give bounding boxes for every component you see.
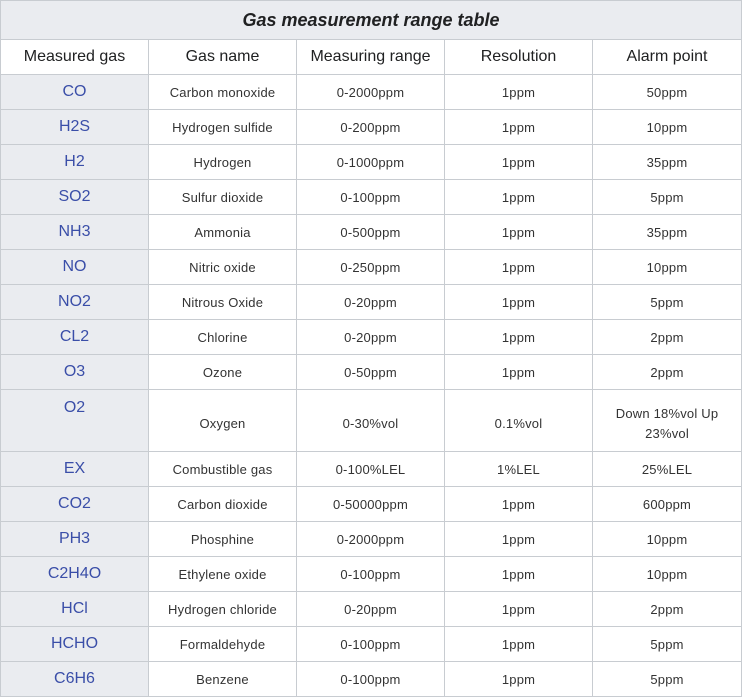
table-row xyxy=(1,75,742,110)
gas-name-cell: Chlorine xyxy=(149,320,297,355)
measuring-range-cell: 0-50ppm xyxy=(297,355,445,390)
gas-name-cell: Ammonia xyxy=(149,215,297,250)
table-row xyxy=(1,522,742,557)
gas-name-cell: Carbon dioxide xyxy=(149,487,297,522)
alarm-point-cell: 600ppm xyxy=(593,487,742,522)
table-row xyxy=(1,487,742,522)
resolution-cell: 1ppm xyxy=(445,557,593,592)
gas-name-cell: Oxygen xyxy=(149,390,297,452)
alarm-point-cell: Down 18%vol Up 23%vol xyxy=(593,390,742,452)
gas-name-cell: Carbon monoxide xyxy=(149,75,297,110)
gas-name-cell: Combustible gas xyxy=(149,452,297,487)
table-row xyxy=(1,145,742,180)
alarm-point-cell: 5ppm xyxy=(593,662,742,697)
measuring-range-cell: 0-100ppm xyxy=(297,557,445,592)
gas-name-cell: Hydrogen sulfide xyxy=(149,110,297,145)
table-row xyxy=(1,627,742,662)
resolution-cell: 1ppm xyxy=(445,180,593,215)
gas-name-cell: Ozone xyxy=(149,355,297,390)
resolution-cell: 1ppm xyxy=(445,110,593,145)
gas-code-cell: EX xyxy=(1,452,149,487)
measuring-range-cell: 0-100ppm xyxy=(297,180,445,215)
gas-code-cell: NO2 xyxy=(1,285,149,320)
gas-name-cell: Nitric oxide xyxy=(149,250,297,285)
gas-code-cell: NO xyxy=(1,250,149,285)
gas-code-cell: NH3 xyxy=(1,215,149,250)
measuring-range-cell: 0-100ppm xyxy=(297,662,445,697)
alarm-point-cell: 50ppm xyxy=(593,75,742,110)
gas-code-cell: SO2 xyxy=(1,180,149,215)
table-row xyxy=(1,662,742,697)
gas-code-cell: CO2 xyxy=(1,487,149,522)
resolution-cell: 1ppm xyxy=(445,75,593,110)
alarm-point-cell: 2ppm xyxy=(593,592,742,627)
resolution-cell: 1ppm xyxy=(445,285,593,320)
alarm-point-cell: 5ppm xyxy=(593,180,742,215)
gas-name-cell: Formaldehyde xyxy=(149,627,297,662)
alarm-point-cell: 10ppm xyxy=(593,110,742,145)
resolution-cell: 1ppm xyxy=(445,662,593,697)
alarm-point-cell: 10ppm xyxy=(593,250,742,285)
gas-name-cell: Hydrogen chloride xyxy=(149,592,297,627)
resolution-cell: 1%LEL xyxy=(445,452,593,487)
resolution-cell: 1ppm xyxy=(445,320,593,355)
table-row xyxy=(1,320,742,355)
gas-code-cell: H2S xyxy=(1,110,149,145)
measuring-range-cell: 0-200ppm xyxy=(297,110,445,145)
table-body xyxy=(1,75,742,697)
resolution-cell: 1ppm xyxy=(445,627,593,662)
resolution-cell: 1ppm xyxy=(445,487,593,522)
alarm-point-cell: 35ppm xyxy=(593,215,742,250)
alarm-point-cell: 5ppm xyxy=(593,285,742,320)
table-row xyxy=(1,250,742,285)
resolution-cell: 1ppm xyxy=(445,145,593,180)
measuring-range-cell: 0-30%vol xyxy=(297,390,445,452)
alarm-point-cell: 2ppm xyxy=(593,355,742,390)
gas-name-cell: Phosphine xyxy=(149,522,297,557)
gas-name-cell: Nitrous Oxide xyxy=(149,285,297,320)
alarm-point-cell: 5ppm xyxy=(593,627,742,662)
table-row xyxy=(1,355,742,390)
table-row xyxy=(1,180,742,215)
column-header-measured-gas: Measured gas xyxy=(1,40,149,75)
measuring-range-cell: 0-100%LEL xyxy=(297,452,445,487)
gas-name-cell: Hydrogen xyxy=(149,145,297,180)
measuring-range-cell: 0-250ppm xyxy=(297,250,445,285)
column-header-gas-name: Gas name xyxy=(149,40,297,75)
table-row xyxy=(1,285,742,320)
table-row xyxy=(1,557,742,592)
measuring-range-cell: 0-20ppm xyxy=(297,320,445,355)
resolution-cell: 1ppm xyxy=(445,592,593,627)
gas-name-cell: Benzene xyxy=(149,662,297,697)
measuring-range-cell: 0-500ppm xyxy=(297,215,445,250)
measuring-range-cell: 0-100ppm xyxy=(297,627,445,662)
measuring-range-cell: 0-2000ppm xyxy=(297,75,445,110)
measuring-range-cell: 0-50000ppm xyxy=(297,487,445,522)
alarm-point-cell: 10ppm xyxy=(593,522,742,557)
gas-name-cell: Sulfur dioxide xyxy=(149,180,297,215)
resolution-cell: 1ppm xyxy=(445,250,593,285)
table-title: Gas measurement range table xyxy=(1,1,742,40)
resolution-cell: 1ppm xyxy=(445,522,593,557)
alarm-point-cell: 10ppm xyxy=(593,557,742,592)
measuring-range-cell: 0-1000ppm xyxy=(297,145,445,180)
resolution-cell: 1ppm xyxy=(445,215,593,250)
resolution-cell: 1ppm xyxy=(445,355,593,390)
column-header-resolution: Resolution xyxy=(445,40,593,75)
measuring-range-cell: 0-20ppm xyxy=(297,285,445,320)
resolution-cell: 0.1%vol xyxy=(445,390,593,452)
gas-code-cell: CL2 xyxy=(1,320,149,355)
measuring-range-cell: 0-2000ppm xyxy=(297,522,445,557)
table-row xyxy=(1,110,742,145)
gas-code-cell: H2 xyxy=(1,145,149,180)
alarm-point-cell: 2ppm xyxy=(593,320,742,355)
table-row xyxy=(1,215,742,250)
gas-code-cell: HCl xyxy=(1,592,149,627)
gas-code-cell: O2 xyxy=(1,390,149,452)
table-row xyxy=(1,592,742,627)
gas-code-cell: PH3 xyxy=(1,522,149,557)
gas-code-cell: C2H4O xyxy=(1,557,149,592)
gas-code-cell: HCHO xyxy=(1,627,149,662)
gas-name-cell: Ethylene oxide xyxy=(149,557,297,592)
gas-code-cell: CO xyxy=(1,75,149,110)
alarm-point-cell: 35ppm xyxy=(593,145,742,180)
column-header-alarm-point: Alarm point xyxy=(593,40,742,75)
table-header-row xyxy=(1,40,742,75)
table-row xyxy=(1,390,742,452)
gas-code-cell: C6H6 xyxy=(1,662,149,697)
measuring-range-cell: 0-20ppm xyxy=(297,592,445,627)
gas-code-cell: O3 xyxy=(1,355,149,390)
column-header-measuring-range: Measuring range xyxy=(297,40,445,75)
table-row xyxy=(1,452,742,487)
alarm-point-cell: 25%LEL xyxy=(593,452,742,487)
